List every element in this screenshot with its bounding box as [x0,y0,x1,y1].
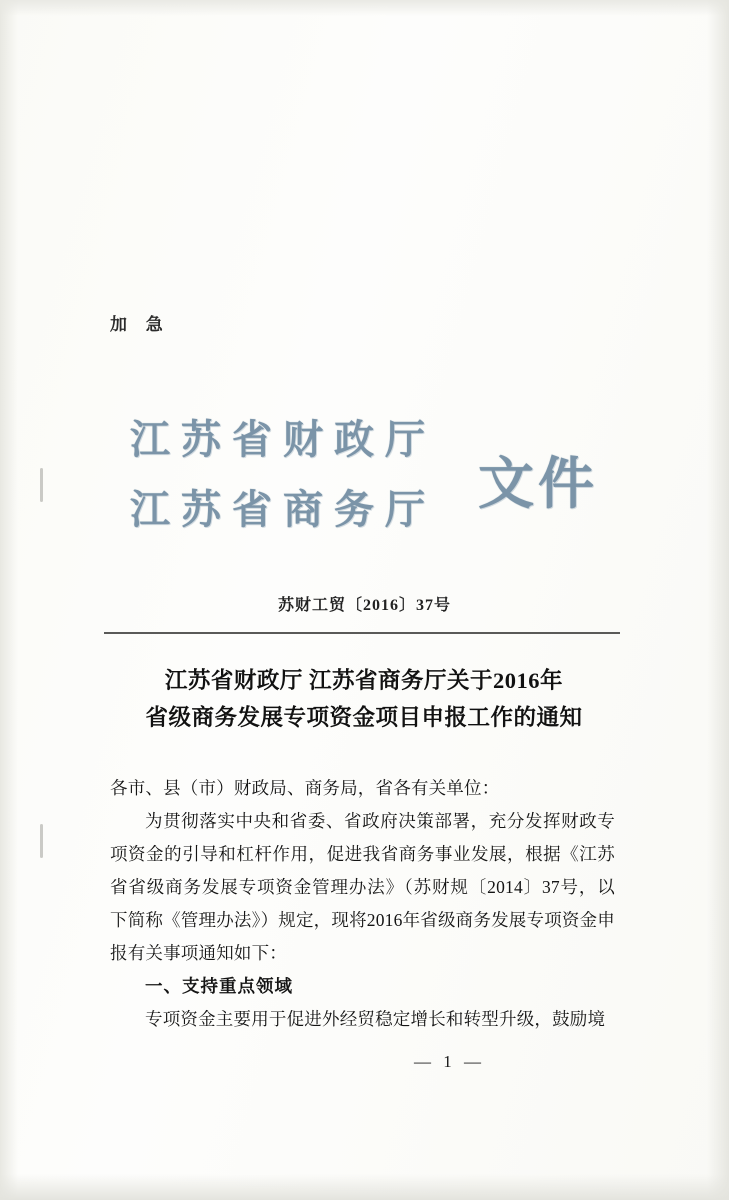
scan-edge-bottom [0,1174,729,1200]
document-title-line-2: 省级商务发展专项资金项目申报工作的通知 [145,705,583,730]
masthead-suffix-wenjian: 文件 [478,454,598,516]
urgency-mark: 加 急 [110,315,170,334]
masthead [108,400,628,560]
masthead-line-commerce-department: 江苏省商务厅 [130,487,436,532]
scan-edge-top [0,0,729,16]
paragraph-section-one-heading: 一、支持重点领域 [145,976,293,996]
document-title [104,662,624,736]
paragraph-preamble: 为贯彻落实中央和省委、省政府决策部署，充分发挥财政专项资金的引导和杠杆作用，促进我省商务事业发展，根据《江苏省省级商务发展专项资金管理办法》（苏财规〔2014〕37号，以下简称《管理办法》）规定，现将2016年省级商务发展专项资金申报有关事项通知如下： [110,811,615,963]
document-title-line-1: 江苏省财政厅 江苏省商务厅关于2016年 [164,668,564,693]
document-number: 苏财工贸〔2016〕37号 [277,597,451,614]
header-divider-rule [104,632,620,634]
paragraph-section-one-body: 专项资金主要用于促进外经贸稳定增长和转型升级，鼓励境 [145,1009,606,1029]
page-number: — 1 — [414,1052,485,1071]
binding-mark-lower [40,824,43,858]
binding-mark-upper [40,468,43,502]
paragraph-addressee: 各市、县（市）财政局、商务局，省各有关单位： [110,778,500,798]
masthead-line-finance-department: 江苏省财政厅 [130,417,436,462]
document-body [110,772,615,1036]
